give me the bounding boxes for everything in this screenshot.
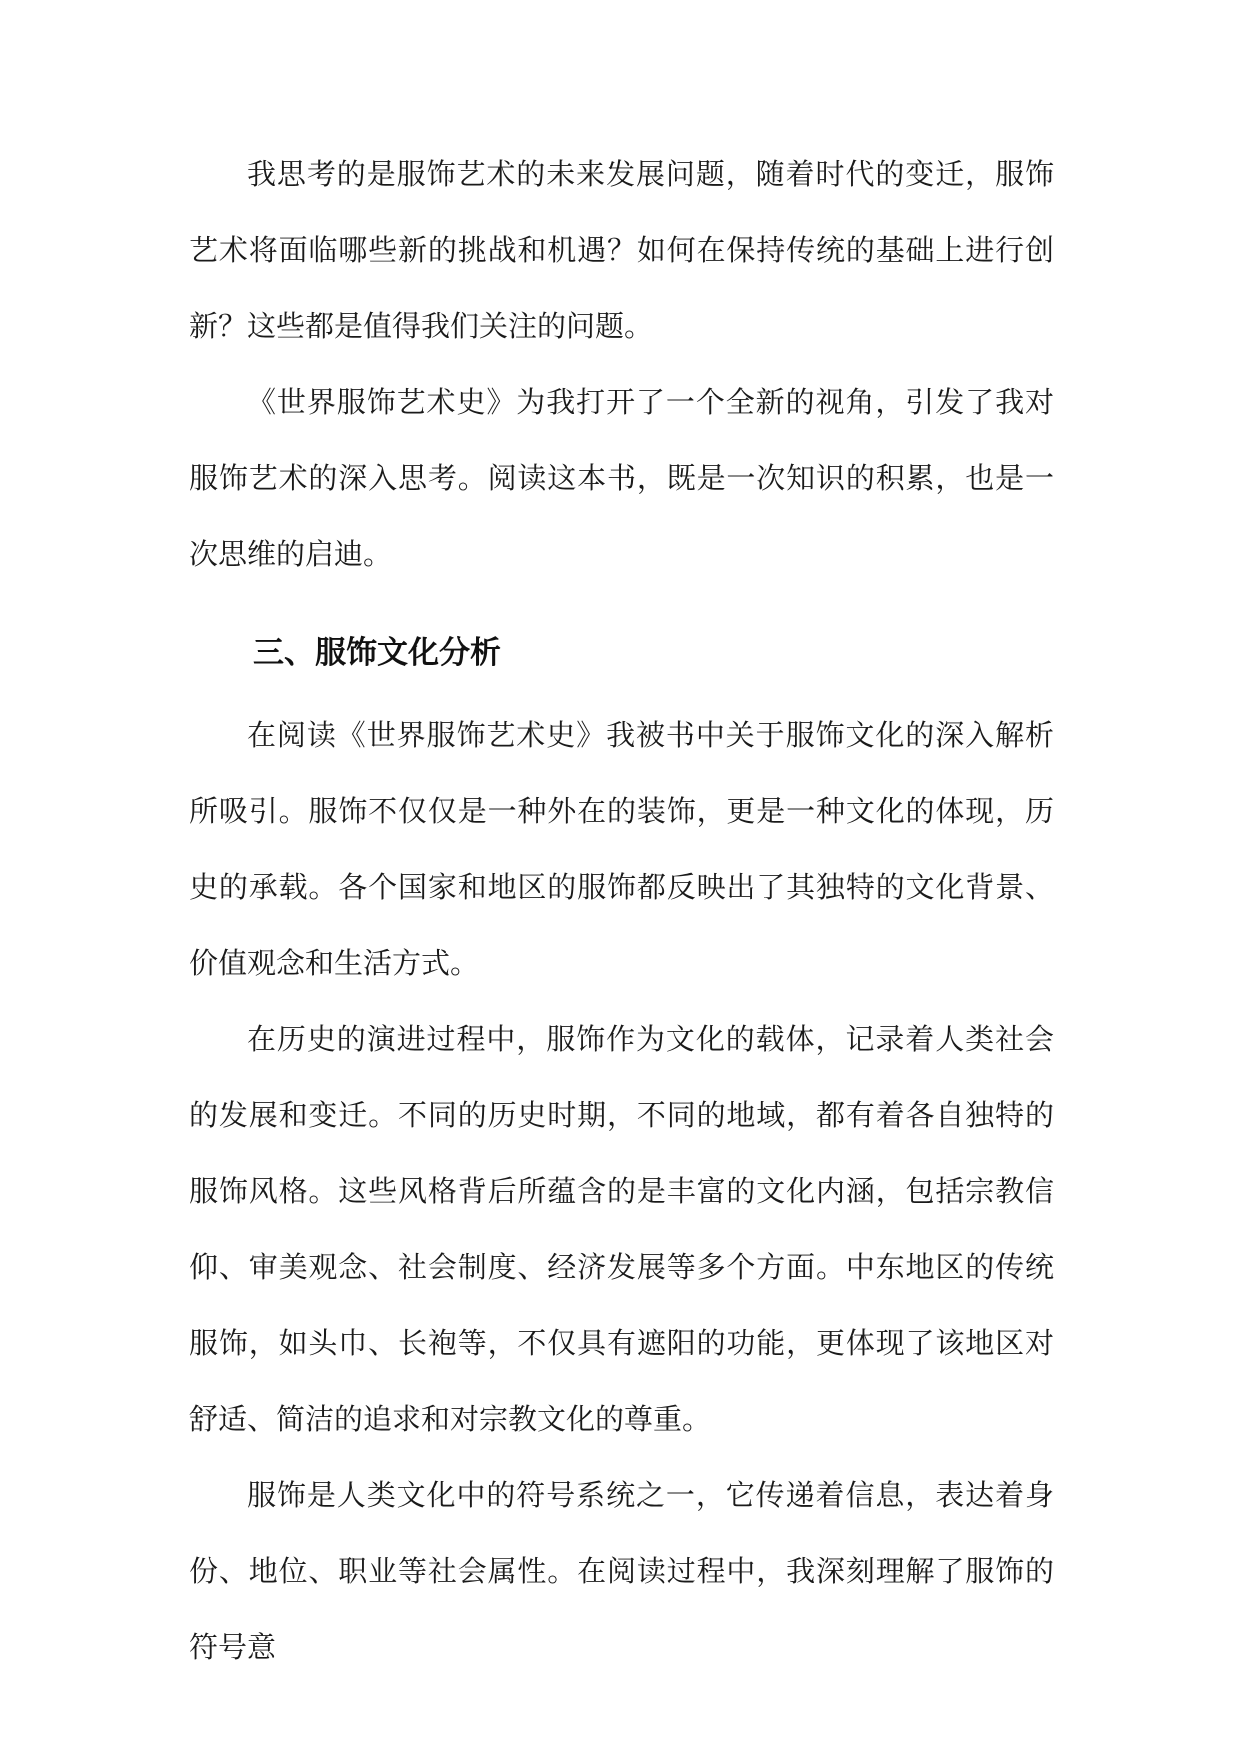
culture-analysis-section [189,697,1054,1685]
paragraph-culture-intro: 在阅读《世界服饰艺术史》我被书中关于服饰文化的深入解析所吸引。服饰不仅仅是一种外在的装饰，更是一种文化的体现，历史的承载。各个国家和地区的服饰都反映出了其独特的文化背景、价值观念和生活方式。 [189,718,1054,980]
paragraph-symbol-system: 服饰是人类文化中的符号系统之一，它传递着信息，表达着身份、地位、职业等社会属性。在阅读过程中，我深刻理解了服饰的符号意 [189,1478,1054,1664]
paragraph-historical-evolution: 在历史的演进过程中，服饰作为文化的载体，记录着人类社会的发展和变迁。不同的历史时期，不同的地域，都有着各自独特的服饰风格。这些风格背后所蕴含的是丰富的文化内涵，包括宗教信仰、审美观念、社会制度、经济发展等多个方面。中东地区的传统服饰，如头巾、长袍等，不仅具有遮阳的功能，更体现了该地区对舒适、简洁的追求和对宗教文化的尊重。 [189,1022,1054,1436]
section-heading: 三、服饰文化分析 [253,635,501,671]
intro-section [189,136,1054,592]
paragraph-future-development: 我思考的是服饰艺术的未来发展问题，随着时代的变迁，服饰艺术将面临哪些新的挑战和机遇？如何在保持传统的基础上进行创新？这些都是值得我们关注的问题。 [189,157,1054,343]
paragraph-book-perspective: 《世界服饰艺术史》为我打开了一个全新的视角，引发了我对服饰艺术的深入思考。阅读这本书，既是一次知识的积累，也是一次思维的启迪。 [189,385,1054,571]
